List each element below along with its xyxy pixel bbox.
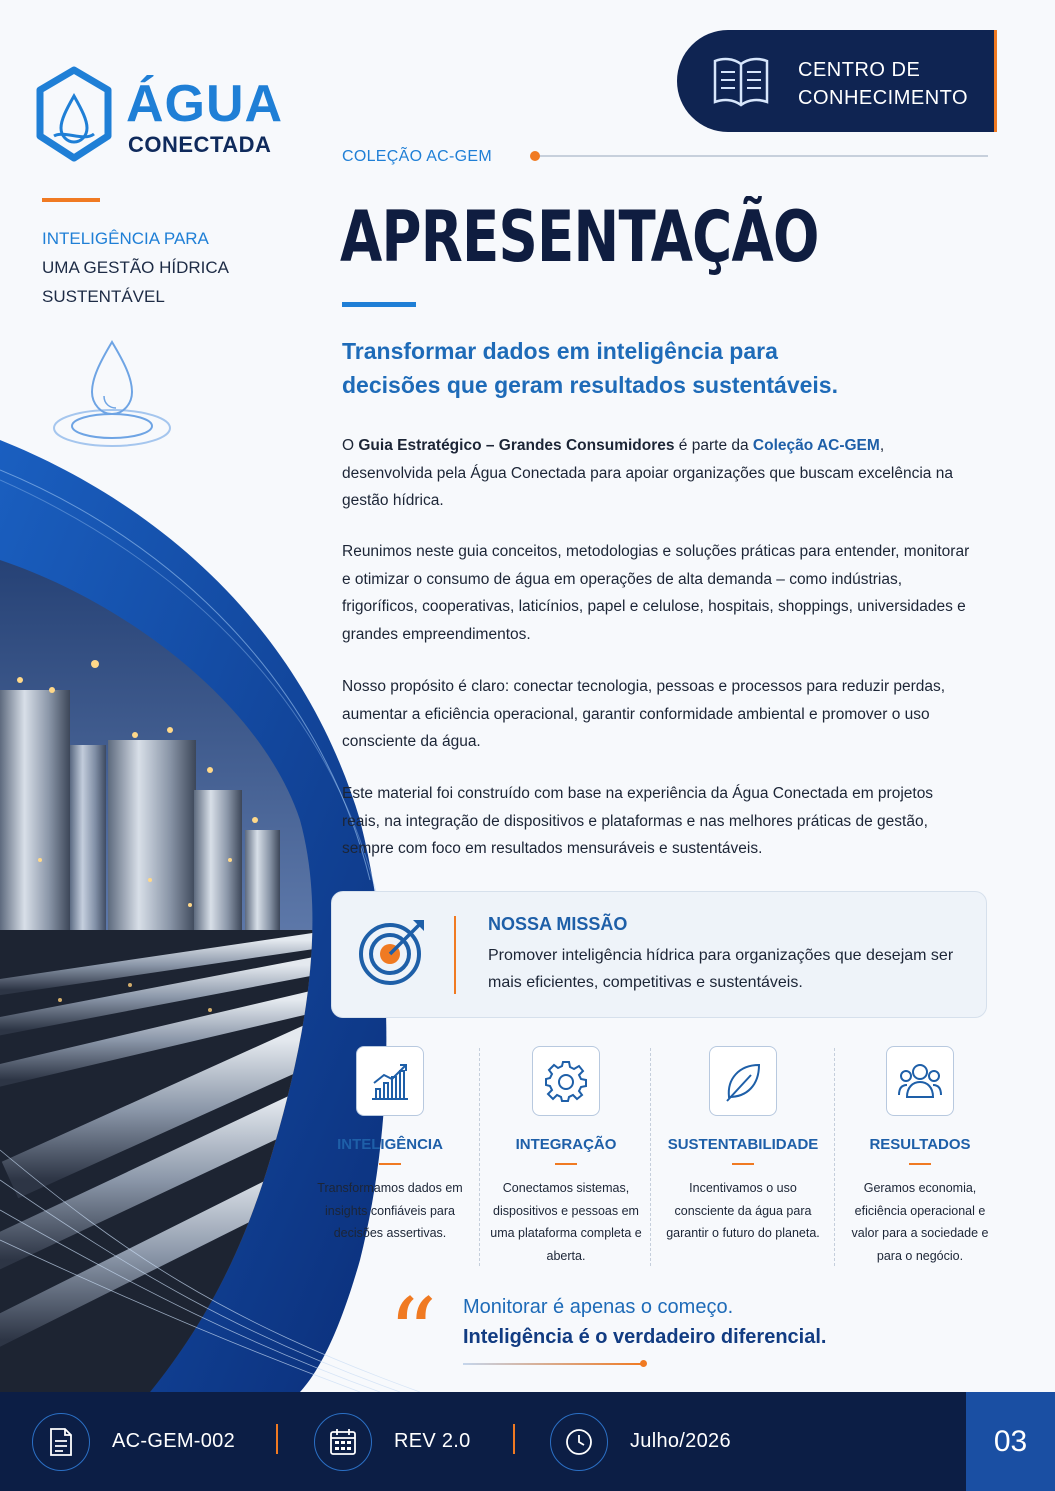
- text-run: , desenvolvida pela Água Conectada para apoiar organizações que buscam excelência na gestão hídrica.: [342, 437, 953, 509]
- closing-quote: [463, 1292, 826, 1352]
- subtitle-line: decisões que geram resultados sustentáveis.: [342, 372, 838, 398]
- pillar-icon-box: [532, 1046, 600, 1116]
- people-icon: [897, 1059, 943, 1103]
- footer-date: [550, 1392, 731, 1491]
- knowledge-center-badge: [677, 30, 997, 132]
- pillar-divider: [650, 1048, 651, 1266]
- document-code: AC-GEM-002: [112, 1430, 236, 1452]
- collection-rule: [532, 155, 988, 157]
- body-paragraph: Este material foi construído com base na experiência da Água Conectada em projetos reais, na integração de dispositivos e plataformas e nas melhores práticas de gestão, sempre com foco em resultados mensuráveis e sustentáveis.: [342, 785, 934, 857]
- footer-divider: [276, 1424, 278, 1454]
- page-title: APRESENTAÇÃO: [340, 196, 819, 278]
- pillar-rule: [909, 1163, 931, 1165]
- pillar-text: Conectamos sistemas, dispositivos e pessoas em uma plataforma completa e aberta.: [490, 1181, 642, 1263]
- mission-card: [331, 891, 987, 1018]
- tagline-line: SUSTENTÁVEL: [42, 287, 165, 306]
- pillar-results: [835, 1046, 1005, 1267]
- tagline-line: UMA GESTÃO HÍDRICA: [42, 258, 230, 277]
- gear-icon: [544, 1059, 588, 1103]
- tagline-line: INTELIGÊNCIA PARA: [42, 229, 209, 248]
- page-number: 03: [966, 1392, 1055, 1491]
- brand-tagline: [42, 224, 229, 311]
- quote-dot: [640, 1360, 647, 1367]
- quote-line: Monitorar é apenas o começo.: [463, 1296, 734, 1318]
- guide-name: Guia Estratégico – Grandes Consumidores: [358, 437, 675, 454]
- pillar-divider: [479, 1048, 480, 1266]
- pillar-title: SUSTENTABILIDADE: [667, 1136, 819, 1153]
- footer-revision: [314, 1392, 471, 1491]
- date-label: Julho/2026: [630, 1430, 731, 1452]
- pillar-text: Geramos economia, eficiência operacional e valor para a sociedade e para o negócio.: [851, 1181, 989, 1263]
- collection-label: COLEÇÃO AC-GEM: [342, 148, 493, 165]
- brand-subname: CONECTADA: [128, 132, 272, 157]
- subtitle-line: Transformar dados em inteligência para: [342, 338, 778, 364]
- badge-line: CONHECIMENTO: [798, 87, 969, 109]
- collection-name: Coleção AC-GEM: [752, 437, 880, 454]
- target-icon: [358, 916, 428, 986]
- footer-divider: [513, 1424, 515, 1454]
- growth-chart-icon: [368, 1059, 412, 1103]
- pillar-sustainability: [658, 1046, 828, 1245]
- calendar-icon: [314, 1413, 372, 1471]
- title-rule: [342, 302, 416, 307]
- badge-accent: [994, 30, 997, 132]
- collection-dot: [530, 151, 540, 161]
- pillar-title: INTEGRAÇÃO: [515, 1136, 617, 1153]
- document-icon: [32, 1413, 90, 1471]
- body-paragraph: Nosso propósito é claro: conectar tecnologia, pessoas e processos para reduzir perdas, aumentar a eficiência operacional, garantir conformidade ambiental e promover o uso consciente da água.: [342, 678, 946, 750]
- mission-title: NOSSA MISSÃO: [488, 914, 628, 934]
- divider: [42, 198, 100, 202]
- revision-label: REV 2.0: [394, 1430, 471, 1452]
- pillar-intelligence: [305, 1046, 475, 1245]
- pillar-rule: [379, 1163, 401, 1165]
- intro-paragraph: [342, 432, 972, 515]
- pillar-icon-box: [886, 1046, 954, 1116]
- clock-icon: [550, 1413, 608, 1471]
- water-drop-icon: [54, 342, 170, 446]
- text-run: O: [342, 437, 359, 454]
- text-run: é parte da: [674, 437, 753, 454]
- mission-text: Promover inteligência hídrica para organizações que desejam ser mais eficientes, competitivas e sustentáveis.: [488, 947, 954, 991]
- hexagon-drop-icon: [34, 66, 114, 166]
- quote-mark-icon: “: [388, 1278, 438, 1390]
- brand-logo: [34, 66, 284, 166]
- open-book-icon: [709, 52, 773, 110]
- pillar-icon-box: [709, 1046, 777, 1116]
- badge-text: [798, 56, 968, 112]
- pillar-icon-box: [356, 1046, 424, 1116]
- mission-divider: [454, 916, 456, 994]
- quote-underline: [463, 1363, 643, 1365]
- page-subtitle: [342, 334, 982, 402]
- footer-doc-code: [32, 1392, 235, 1491]
- leaf-icon: [721, 1059, 765, 1103]
- quote-line: Inteligência é o verdadeiro diferencial.: [463, 1326, 827, 1348]
- pillar-rule: [732, 1163, 754, 1165]
- pillar-rule: [555, 1163, 577, 1165]
- pillar-title: RESULTADOS: [869, 1136, 971, 1153]
- badge-line: CENTRO DE: [798, 59, 921, 81]
- pillar-title: INTELIGÊNCIA: [337, 1136, 443, 1153]
- body-paragraph: Reunimos neste guia conceitos, metodologias e soluções práticas para entender, monitorar e otimizar o consumo de água em operações de alta demanda – como indústrias, frigoríficos, cooperativas, laticínios, papel e celulose, hospitais, shoppings, universidades e grandes empreendimentos.: [342, 543, 970, 643]
- pillar-text: Transformamos dados em insights confiáveis para decisões assertivas.: [317, 1181, 463, 1240]
- pillar-integration: [481, 1046, 651, 1267]
- pillar-text: Incentivamos o uso consciente da água para garantir o futuro do planeta.: [666, 1181, 820, 1240]
- brand-name: ÁGUA: [126, 75, 284, 133]
